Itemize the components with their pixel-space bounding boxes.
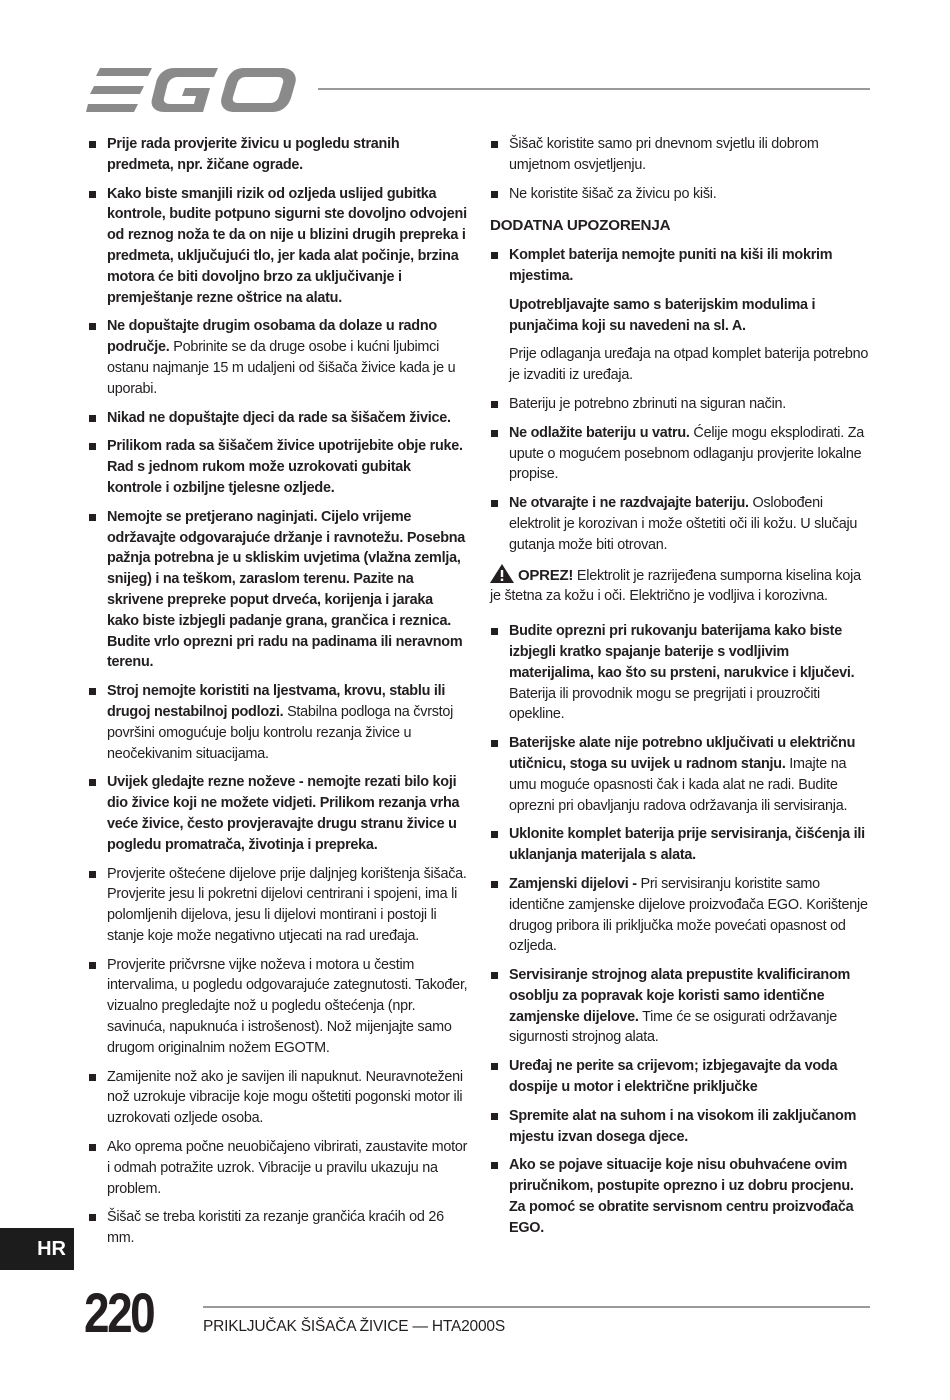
list-item [88, 436, 468, 498]
list-item [88, 864, 468, 947]
bullet-icon [89, 1074, 96, 1081]
item-text: Bateriju je potrebno zbrinuti na siguran način. [509, 395, 787, 412]
bullet-icon [491, 881, 498, 888]
list-item [88, 408, 468, 429]
list-item [490, 1155, 872, 1238]
item-text: Imajte na umu moguće opasnosti čak i kada alat ne radi. Budite oprezni pri obavljanju radova održavanja ili servisiranja. [509, 755, 848, 814]
list-item [88, 1137, 468, 1199]
item-bold-text: Ako se pojave situacije koje nisu obuhvaćene ovim priručnikom, postupite oprezno i uz dobru procjenu. Za pomoć se obratite servisnom centru proizvođača EGO. [509, 1157, 854, 1236]
bullet-icon [89, 1144, 96, 1151]
bullet-icon [89, 688, 96, 695]
item-bold-text: Servisiranje strojnog alata prepustite kvalificiranom osoblju za popravak koje koristi samo identične zamjenske dijelove. [509, 967, 851, 1025]
item-text: Ćelije mogu eksplodirati. Za upute o mogućem posebnom odlaganju provjerite lokalne propise. [509, 424, 864, 483]
item-text: Pobrinite se da druge osobe i kućni ljubimci ostanu najmanje 15 m udaljeni od šišača živice kada je u uporabi. [107, 339, 456, 397]
item-bold-text: Nemojte se pretjerano naginjati. Cijelo vrijeme održavajte odgovarajuće držanje i ravnotežu. Posebna pažnja potrebna je u skliskim uvjetima (vlažna zemlja, snijeg) i na teškom, zaraslom terenu. Pazite na skrivene prepreke poput drveća, korijenja i jaraka kako biste izbjegli padanje grana, grančica i reznica. Budite vrlo oprezni pri radu na padinama ili neravnom terenu. [107, 508, 466, 671]
bullet-icon [89, 962, 96, 969]
bullet-icon [491, 500, 498, 507]
item-bold-text: Prije rada provjerite živicu u pogledu stranih predmeta, npr. žičane ograde. [107, 136, 400, 173]
bullet-icon [491, 430, 498, 437]
list-item [490, 1056, 872, 1098]
battery-note: Prije odlaganja uređaja na otpad komplet baterija potrebno je izvaditi iz uređaja. [509, 346, 869, 384]
warning-block [490, 564, 872, 608]
item-bold-text: Baterijske alate nije potrebno uključivati u električnu utičnicu, stoga su uvijek u radnom stanju. [509, 735, 856, 772]
list-item [490, 733, 872, 816]
list-item [490, 874, 872, 957]
warning-label: OPREZ! [518, 566, 574, 584]
item-bold-text: Ne odlažite bateriju u vatru. [509, 424, 690, 441]
item-text: Time će se osigurati održavanje sigurnosti strojnog alata. [509, 1008, 838, 1046]
section-heading: DODATNA UPOZORENJA [490, 217, 671, 235]
item-bold-text: Komplet baterija nemojte puniti na kiši ili mokrim mjestima. [509, 247, 833, 284]
list-item [88, 507, 468, 673]
item-bold-text: Budite oprezni pri rukovanju baterijama kako biste izbjegli kratko spajanje baterije s vodljivim materijalima, kao što su prsteni, narukvice i ključevi. [509, 623, 855, 681]
footer-title: PRIKLJUČAK ŠIŠAČA ŽIVICE — HTA2000S [203, 1318, 505, 1335]
right-mid-list [490, 394, 872, 556]
item-text: Pri servisiranju koristite samo identične zamjenske dijelove proizvođača EGO. Korištenje drugog pribora ili priključka može povećati opasnost od ozljeda. [509, 875, 868, 955]
item-text: Šišač koristite samo pri dnevnom svjetlu ili dobrom umjetnom osvjetljenju. [509, 136, 819, 173]
bullet-icon [89, 514, 96, 521]
item-text: Ako oprema počne neuobičajeno vibrirati, zaustavite motor i odmah potražite uzrok. Vibracije u pravilu ukazuju na problem. [107, 1139, 468, 1197]
list-item [88, 681, 468, 764]
bullet-icon [491, 141, 498, 148]
list-item [88, 134, 468, 176]
footer-rule [203, 1306, 870, 1308]
list-item [490, 621, 872, 725]
warning-triangle-icon [490, 564, 514, 583]
list-item [88, 1067, 468, 1129]
bullet-icon [89, 871, 96, 878]
list-item [490, 394, 872, 415]
bullet-icon [89, 1214, 96, 1221]
left-safety-list [88, 134, 468, 1249]
list-item [88, 772, 468, 855]
bullet-icon [491, 252, 498, 259]
bullet-icon [491, 1113, 498, 1120]
list-item [88, 1207, 468, 1249]
left-column [88, 134, 468, 1257]
item-text: Provjerite oštećene dijelove prije daljnjeg korištenja šišača. Provjerite jesu li pokretni dijelovi centrirani i spojeni, ima li polomljenih dijelova, jesu li dijelovi montirani i postoji li stanje koje može negativno utjecati na rad uređaja. [107, 865, 467, 944]
item-bold-text: Uređaj ne perite sa crijevom; izbjegavajte da voda dospije u motor i električne priključke [509, 1058, 838, 1096]
item-bold-text: Zamjenski dijelovi - [509, 875, 637, 892]
battery-note-bold: Upotrebljavajte samo s baterijskim modulima i punjačima koji su navedeni na sl. A. [509, 296, 816, 334]
item-bold-text: Kako biste smanjili rizik od ozljeda uslijed gubitka kontrole, budite potpuno sigurni ste dovoljno odvojeni od reznog noža te da on nije u blizini drugih prepreka i predmeta, uključujući tlo, jer kada alat počinje, brzina motora će biti dovoljno brzo za uključivanje i premještanje rezne oštrice na alatu. [107, 185, 467, 306]
item-text: Oslobođeni elektrolit je korozivan i može oštetiti oči ili kožu. U slučaju gutanja može biti otrovan. [509, 495, 858, 553]
list-item [88, 316, 468, 399]
ego-logo [86, 66, 298, 114]
bullet-icon [89, 415, 96, 422]
item-bold-text: Ne otvarajte i ne razdvajajte bateriju. [509, 495, 749, 512]
bullet-icon [89, 779, 96, 786]
item-bold-text: Uklonite komplet baterija prije servisiranja, čišćenja ili uklanjanja materijala s alata. [509, 826, 865, 864]
right-top-list [490, 134, 872, 204]
bullet-icon [491, 831, 498, 838]
item-text: Stabilna podloga na čvrstoj površini omogućuje bolju kontrolu rezanja živice u neočekivanim situacijama. [107, 703, 454, 762]
bullet-icon [491, 740, 498, 747]
item-bold-text: Spremite alat na suhom i na visokom ili zaključanom mjestu izvan dosega djece. [509, 1107, 857, 1145]
item-text: Ne koristite šišač za živicu po kiši. [509, 185, 717, 202]
list-item [490, 245, 872, 287]
item-text: Zamijenite nož ako je savijen ili napuknut. Neuravnoteženi nož uzrokuje vibracije koje mogu oštetiti pogonski motor ili uzrokovati ozljede osoba. [107, 1068, 463, 1127]
item-bold-text: Ne dopuštajte drugim osobama da dolaze u radno područje. [107, 318, 437, 356]
bullet-icon [491, 972, 498, 979]
language-tab: HR [0, 1228, 74, 1270]
item-text: Provjerite pričvrsne vijke noževa i motora u čestim intervalima, u pogledu odgovarajuće zategnutosti. Također, vizualno pregledajte nož u pogledu oštećenja (npr. savinuća, napuknuća i istrošenost). Nož mijenjajte samo drugom originalnim nožem EGOTM. [107, 956, 468, 1056]
bullet-icon [491, 191, 498, 198]
list-item [490, 423, 872, 485]
list-item [490, 965, 872, 1048]
list-item [490, 184, 872, 205]
list-item [88, 184, 468, 309]
list-item [490, 493, 872, 555]
list-item [490, 1106, 872, 1148]
bullet-icon [491, 401, 498, 408]
page-number: 220 [84, 1281, 154, 1344]
item-bold-text: Uvijek gledajte rezne noževe - nemojte rezati bilo koji dio živice koji ne možete vidjeti. Prilikom rezanja vrha veće živice, često provjeravajte drugu stranu živice u pogledu promatrača, životinja i prepreka. [107, 774, 460, 853]
list-item [88, 955, 468, 1059]
bullet-icon [89, 443, 96, 450]
right-column [490, 134, 872, 1247]
bullet-icon [491, 628, 498, 635]
bullet-icon [89, 323, 96, 330]
bullet-icon [89, 141, 96, 148]
item-text: Baterija ili provodnik mogu se pregrijati i prouzročiti opekline. [509, 685, 820, 723]
bullet-icon [89, 191, 96, 198]
item-bold-text: Stroj nemojte koristiti na ljestvama, krovu, stablu ili drugoj nestabilnoj podlozi. [107, 683, 446, 720]
item-text: Šišač se treba koristiti za rezanje grančića kraćih od 26 mm. [107, 1209, 444, 1247]
list-item [490, 134, 872, 176]
right-bottom-list [490, 621, 872, 1239]
item-bold-text: Nikad ne dopuštajte djeci da rade sa šišačem živice. [107, 409, 451, 426]
bullet-icon [491, 1063, 498, 1070]
bullet-icon [491, 1162, 498, 1169]
list-item [490, 824, 872, 866]
item-bold-text: Prilikom rada sa šišačem živice upotrijebite obje ruke. Rad s jednom rukom može uzrokovati gubitak kontrole i ozbiljne tjelesne ozljede. [107, 438, 463, 496]
warning-text: Elektrolit je razrijeđena sumporna kiselina koja je štetna za kožu i oči. Električno je vodljiva i korozivna. [490, 567, 861, 605]
header-rule [318, 88, 870, 90]
